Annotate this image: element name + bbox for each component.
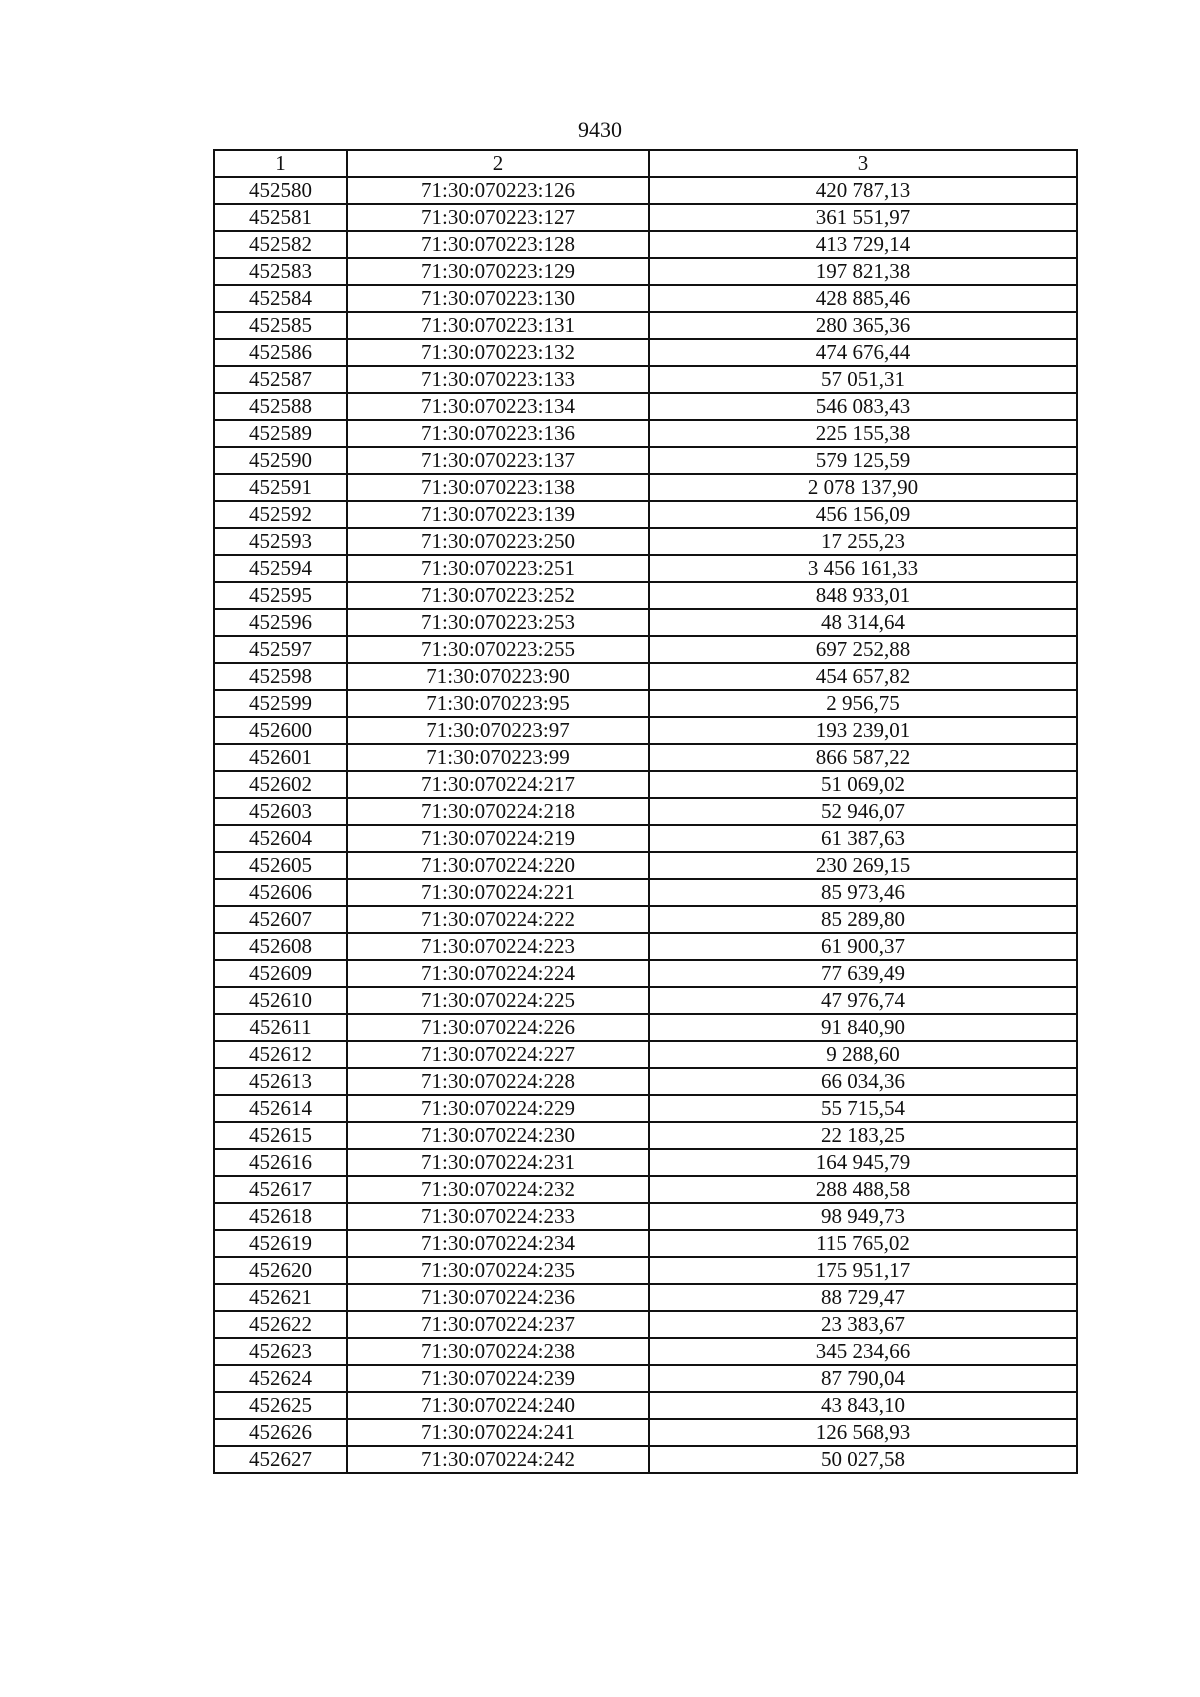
value-cell: 85 973,46 [649, 879, 1077, 906]
table-row [214, 204, 1077, 231]
cadastral-number-cell: 71:30:070223:132 [347, 339, 649, 366]
row-number-cell: 452612 [214, 1041, 347, 1068]
table-row [214, 933, 1077, 960]
row-number-cell: 452583 [214, 258, 347, 285]
row-number-cell: 452581 [214, 204, 347, 231]
value-cell: 115 765,02 [649, 1230, 1077, 1257]
value-cell: 848 933,01 [649, 582, 1077, 609]
table-row [214, 1014, 1077, 1041]
row-number-cell: 452588 [214, 393, 347, 420]
table-body [214, 177, 1077, 1473]
table-row [214, 1311, 1077, 1338]
table-row [214, 717, 1077, 744]
value-cell: 17 255,23 [649, 528, 1077, 555]
row-number-cell: 452607 [214, 906, 347, 933]
value-cell: 175 951,17 [649, 1257, 1077, 1284]
value-cell: 87 790,04 [649, 1365, 1077, 1392]
value-cell: 51 069,02 [649, 771, 1077, 798]
cadastral-number-cell: 71:30:070224:223 [347, 933, 649, 960]
cadastral-number-cell: 71:30:070223:255 [347, 636, 649, 663]
value-cell: 579 125,59 [649, 447, 1077, 474]
row-number-cell: 452623 [214, 1338, 347, 1365]
row-number-cell: 452613 [214, 1068, 347, 1095]
row-number-cell: 452580 [214, 177, 347, 204]
table-row [214, 906, 1077, 933]
cadastral-number-cell: 71:30:070224:242 [347, 1446, 649, 1473]
row-number-cell: 452626 [214, 1419, 347, 1446]
value-cell: 413 729,14 [649, 231, 1077, 258]
cadastral-number-cell: 71:30:070224:227 [347, 1041, 649, 1068]
row-number-cell: 452615 [214, 1122, 347, 1149]
table-row [214, 852, 1077, 879]
value-cell: 474 676,44 [649, 339, 1077, 366]
table-row [214, 366, 1077, 393]
row-number-cell: 452586 [214, 339, 347, 366]
row-number-cell: 452606 [214, 879, 347, 906]
row-number-cell: 452604 [214, 825, 347, 852]
table-row [214, 1419, 1077, 1446]
cadastral-number-cell: 71:30:070224:224 [347, 960, 649, 987]
value-cell: 454 657,82 [649, 663, 1077, 690]
table-row [214, 177, 1077, 204]
value-cell: 47 976,74 [649, 987, 1077, 1014]
row-number-cell: 452603 [214, 798, 347, 825]
value-cell: 77 639,49 [649, 960, 1077, 987]
value-cell: 3 456 161,33 [649, 555, 1077, 582]
page-number: 9430 [578, 117, 622, 142]
value-cell: 50 027,58 [649, 1446, 1077, 1473]
cadastral-number-cell: 71:30:070223:99 [347, 744, 649, 771]
value-cell: 197 821,38 [649, 258, 1077, 285]
value-cell: 2 078 137,90 [649, 474, 1077, 501]
row-number-cell: 452589 [214, 420, 347, 447]
cadastral-number-cell: 71:30:070224:231 [347, 1149, 649, 1176]
cadastral-number-cell: 71:30:070224:222 [347, 906, 649, 933]
table-row [214, 987, 1077, 1014]
table-row [214, 1230, 1077, 1257]
table-row [214, 1392, 1077, 1419]
value-cell: 48 314,64 [649, 609, 1077, 636]
cadastral-number-cell: 71:30:070223:129 [347, 258, 649, 285]
cadastral-number-cell: 71:30:070223:253 [347, 609, 649, 636]
cadastral-number-cell: 71:30:070223:137 [347, 447, 649, 474]
table-row [214, 1446, 1077, 1473]
row-number-cell: 452599 [214, 690, 347, 717]
row-number-cell: 452582 [214, 231, 347, 258]
value-cell: 230 269,15 [649, 852, 1077, 879]
table-row [214, 960, 1077, 987]
row-number-cell: 452593 [214, 528, 347, 555]
row-number-cell: 452590 [214, 447, 347, 474]
row-number-cell: 452596 [214, 609, 347, 636]
table-row [214, 1284, 1077, 1311]
row-number-cell: 452625 [214, 1392, 347, 1419]
value-cell: 866 587,22 [649, 744, 1077, 771]
value-cell: 55 715,54 [649, 1095, 1077, 1122]
value-cell: 88 729,47 [649, 1284, 1077, 1311]
table-row [214, 555, 1077, 582]
cadastral-number-cell: 71:30:070224:239 [347, 1365, 649, 1392]
column-header-3: 3 [649, 150, 1077, 177]
value-cell: 22 183,25 [649, 1122, 1077, 1149]
cadastral-number-cell: 71:30:070224:241 [347, 1419, 649, 1446]
row-number-cell: 452614 [214, 1095, 347, 1122]
table-row [214, 447, 1077, 474]
value-cell: 66 034,36 [649, 1068, 1077, 1095]
column-header-2: 2 [347, 150, 649, 177]
value-cell: 288 488,58 [649, 1176, 1077, 1203]
table-row [214, 339, 1077, 366]
row-number-cell: 452585 [214, 312, 347, 339]
cadastral-number-cell: 71:30:070224:217 [347, 771, 649, 798]
row-number-cell: 452597 [214, 636, 347, 663]
cadastral-number-cell: 71:30:070224:230 [347, 1122, 649, 1149]
value-cell: 546 083,43 [649, 393, 1077, 420]
value-cell: 85 289,80 [649, 906, 1077, 933]
value-cell: 61 900,37 [649, 933, 1077, 960]
value-cell: 193 239,01 [649, 717, 1077, 744]
cadastral-number-cell: 71:30:070224:240 [347, 1392, 649, 1419]
value-cell: 420 787,13 [649, 177, 1077, 204]
value-cell: 697 252,88 [649, 636, 1077, 663]
cadastral-number-cell: 71:30:070224:235 [347, 1257, 649, 1284]
row-number-cell: 452617 [214, 1176, 347, 1203]
row-number-cell: 452627 [214, 1446, 347, 1473]
table-row [214, 1149, 1077, 1176]
cadastral-number-cell: 71:30:070223:95 [347, 690, 649, 717]
cadastral-number-cell: 71:30:070224:234 [347, 1230, 649, 1257]
table-row [214, 1338, 1077, 1365]
row-number-cell: 452594 [214, 555, 347, 582]
cadastral-number-cell: 71:30:070223:131 [347, 312, 649, 339]
row-number-cell: 452605 [214, 852, 347, 879]
table-row [214, 1176, 1077, 1203]
cadastral-number-cell: 71:30:070223:250 [347, 528, 649, 555]
cadastral-number-cell: 71:30:070224:229 [347, 1095, 649, 1122]
value-cell: 9 288,60 [649, 1041, 1077, 1068]
table-row [214, 528, 1077, 555]
value-cell: 23 383,67 [649, 1311, 1077, 1338]
table-row [214, 393, 1077, 420]
row-number-cell: 452609 [214, 960, 347, 987]
row-number-cell: 452624 [214, 1365, 347, 1392]
table-row [214, 744, 1077, 771]
value-cell: 91 840,90 [649, 1014, 1077, 1041]
table-row [214, 798, 1077, 825]
cadastral-number-cell: 71:30:070223:139 [347, 501, 649, 528]
table-row [214, 771, 1077, 798]
table-row [214, 312, 1077, 339]
table-row [214, 420, 1077, 447]
value-cell: 456 156,09 [649, 501, 1077, 528]
table-row [214, 231, 1077, 258]
value-cell: 57 051,31 [649, 366, 1077, 393]
value-cell: 345 234,66 [649, 1338, 1077, 1365]
row-number-cell: 452601 [214, 744, 347, 771]
table-row [214, 1122, 1077, 1149]
cadastral-number-cell: 71:30:070223:128 [347, 231, 649, 258]
cadastral-number-cell: 71:30:070223:136 [347, 420, 649, 447]
table-row [214, 690, 1077, 717]
row-number-cell: 452584 [214, 285, 347, 312]
cadastral-number-cell: 71:30:070224:238 [347, 1338, 649, 1365]
table-row [214, 474, 1077, 501]
row-number-cell: 452592 [214, 501, 347, 528]
value-cell: 61 387,63 [649, 825, 1077, 852]
cadastral-number-cell: 71:30:070224:226 [347, 1014, 649, 1041]
cadastral-number-cell: 71:30:070224:233 [347, 1203, 649, 1230]
table-row [214, 663, 1077, 690]
row-number-cell: 452608 [214, 933, 347, 960]
table-row [214, 285, 1077, 312]
cadastral-number-cell: 71:30:070223:90 [347, 663, 649, 690]
value-cell: 225 155,38 [649, 420, 1077, 447]
cadastral-number-cell: 71:30:070224:221 [347, 879, 649, 906]
value-cell: 2 956,75 [649, 690, 1077, 717]
row-number-cell: 452587 [214, 366, 347, 393]
value-cell: 98 949,73 [649, 1203, 1077, 1230]
row-number-cell: 452610 [214, 987, 347, 1014]
cadastral-number-cell: 71:30:070223:97 [347, 717, 649, 744]
value-cell: 52 946,07 [649, 798, 1077, 825]
value-cell: 126 568,93 [649, 1419, 1077, 1446]
row-number-cell: 452595 [214, 582, 347, 609]
value-cell: 43 843,10 [649, 1392, 1077, 1419]
table-row [214, 879, 1077, 906]
row-number-cell: 452616 [214, 1149, 347, 1176]
cadastral-number-cell: 71:30:070223:252 [347, 582, 649, 609]
table-row [214, 1068, 1077, 1095]
row-number-cell: 452621 [214, 1284, 347, 1311]
row-number-cell: 452611 [214, 1014, 347, 1041]
row-number-cell: 452619 [214, 1230, 347, 1257]
row-number-cell: 452598 [214, 663, 347, 690]
cadastral-number-cell: 71:30:070224:225 [347, 987, 649, 1014]
row-number-cell: 452591 [214, 474, 347, 501]
registry-table [213, 149, 1078, 1474]
column-header-1: 1 [214, 150, 347, 177]
table-row [214, 1203, 1077, 1230]
cadastral-number-cell: 71:30:070223:133 [347, 366, 649, 393]
value-cell: 280 365,36 [649, 312, 1077, 339]
table-row [214, 825, 1077, 852]
value-cell: 164 945,79 [649, 1149, 1077, 1176]
cadastral-number-cell: 71:30:070224:228 [347, 1068, 649, 1095]
row-number-cell: 452618 [214, 1203, 347, 1230]
cadastral-number-cell: 71:30:070223:138 [347, 474, 649, 501]
cadastral-number-cell: 71:30:070223:134 [347, 393, 649, 420]
table-row [214, 582, 1077, 609]
table-row [214, 1095, 1077, 1122]
table-row [214, 1257, 1077, 1284]
table-row [214, 1041, 1077, 1068]
cadastral-number-cell: 71:30:070224:236 [347, 1284, 649, 1311]
table-row [214, 501, 1077, 528]
table-row [214, 1365, 1077, 1392]
row-number-cell: 452600 [214, 717, 347, 744]
table-row [214, 609, 1077, 636]
row-number-cell: 452602 [214, 771, 347, 798]
cadastral-number-cell: 71:30:070223:130 [347, 285, 649, 312]
cadastral-number-cell: 71:30:070224:219 [347, 825, 649, 852]
cadastral-number-cell: 71:30:070224:218 [347, 798, 649, 825]
row-number-cell: 452620 [214, 1257, 347, 1284]
cadastral-number-cell: 71:30:070224:220 [347, 852, 649, 879]
cadastral-number-cell: 71:30:070223:126 [347, 177, 649, 204]
cadastral-number-cell: 71:30:070223:251 [347, 555, 649, 582]
cadastral-number-cell: 71:30:070224:232 [347, 1176, 649, 1203]
value-cell: 361 551,97 [649, 204, 1077, 231]
cadastral-number-cell: 71:30:070224:237 [347, 1311, 649, 1338]
table-row [214, 636, 1077, 663]
cadastral-number-cell: 71:30:070223:127 [347, 204, 649, 231]
row-number-cell: 452622 [214, 1311, 347, 1338]
value-cell: 428 885,46 [649, 285, 1077, 312]
table-header-row [214, 150, 1077, 177]
table-row [214, 258, 1077, 285]
